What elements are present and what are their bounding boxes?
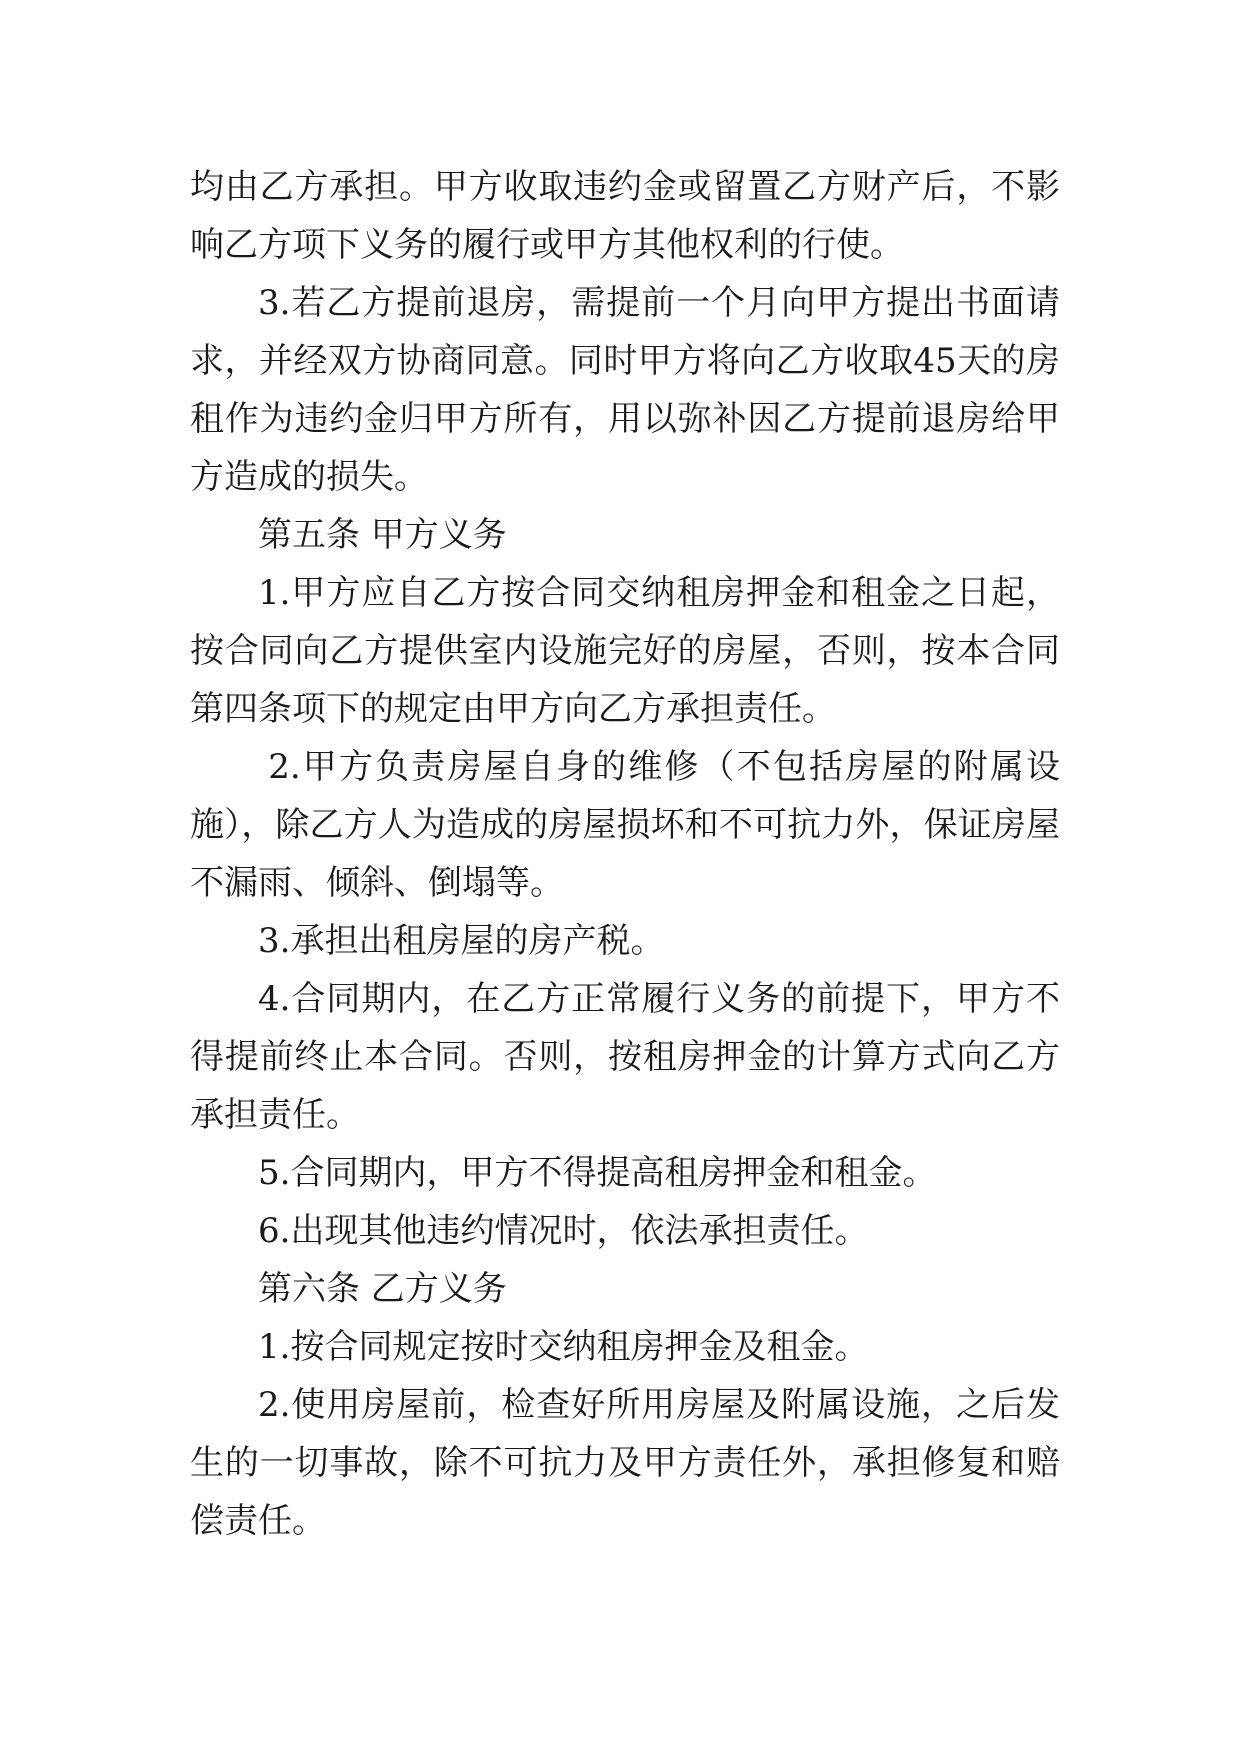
paragraph-clause-5-4: 4.合同期内，在乙方正常履行义务的前提下，甲方不得提前终止本合同。否则，按租房押金的计算方式向乙方承担责任。 <box>190 979 1060 1135</box>
paragraph-clause-5-5: 5.合同期内，甲方不得提高租房押金和租金。 <box>258 1153 937 1193</box>
heading-article-5: 第五条 甲方义务 <box>258 515 507 555</box>
document-body <box>190 158 1060 1550</box>
paragraph-clause-5-3: 3.承担出租房屋的房产税。 <box>258 921 665 961</box>
paragraph-clause-5-2: 2.甲方负责房屋自身的维修（不包括房屋的附属设施），除乙方人为造成的房屋损坏和不可抗力外，保证房屋不漏雨、倾斜、倒塌等。 <box>190 747 1060 903</box>
heading-article-6: 第六条 乙方义务 <box>258 1269 507 1309</box>
paragraph-clause-6-1: 1.按合同规定按时交纳租房押金及租金。 <box>258 1327 869 1367</box>
paragraph-clause-6-2: 2.使用房屋前，检查好所用房屋及附属设施，之后发生的一切事故，除不可抗力及甲方责任外，承担修复和赔偿责任。 <box>190 1385 1060 1541</box>
paragraph-clause-4-3: 3.若乙方提前退房，需提前一个月向甲方提出书面请求，并经双方协商同意。同时甲方将向乙方收取45天的房租作为违约金归甲方所有，用以弥补因乙方提前退房给甲方造成的损失。 <box>190 283 1060 497</box>
paragraph-clause-5-1: 1.甲方应自乙方按合同交纳租房押金和租金之日起，按合同向乙方提供室内设施完好的房屋，否则，按本合同第四条项下的规定由甲方向乙方承担责任。 <box>190 573 1060 729</box>
paragraph-clause-5-6: 6.出现其他违约情况时，依法承担责任。 <box>258 1211 869 1251</box>
paragraph-continuation: 均由乙方承担。甲方收取违约金或留置乙方财产后，不影响乙方项下义务的履行或甲方其他权利的行使。 <box>190 167 1060 265</box>
